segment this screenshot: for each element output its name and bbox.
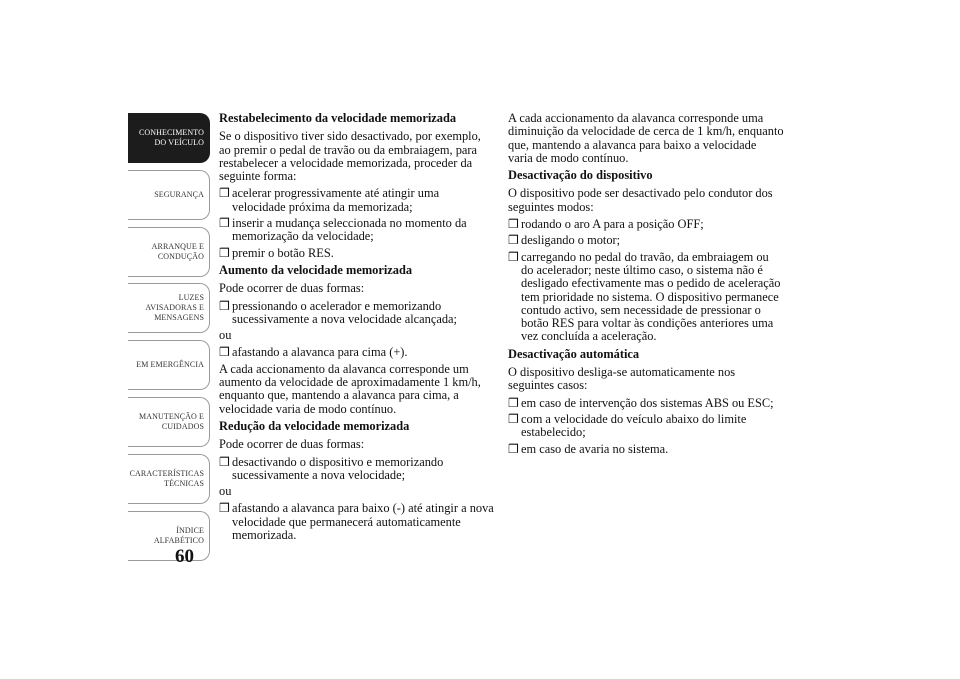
list-item: ❒ afastando a alavanca para cima (+). [219, 345, 408, 360]
page-number: 60 [175, 546, 194, 567]
list-item: ❒ acelerar progressivamente até atingir uma velocidade próxima da memorizada; [219, 186, 440, 214]
paragraph: Pode ocorrer de duas formas: [219, 437, 365, 452]
heading-restabelecimento: Restabelecimento da velocidade memorizada [219, 111, 457, 125]
list-item: ❒ afastando a alavanca para baixo (-) até atingir a nova velocidade que permanecerá automaticamente memorizada. [219, 501, 494, 543]
checkbox-bullet-icon: ❒ [508, 233, 519, 248]
checkbox-bullet-icon: ❒ [219, 454, 230, 469]
tab-manutencao-e-cuidados[interactable]: MANUTENÇÃO E CUIDADOS [128, 397, 210, 447]
checkbox-bullet-icon: ❒ [219, 501, 230, 516]
checkbox-bullet-icon: ❒ [219, 345, 230, 360]
list-item: ❒ rodando o aro A para a posição OFF; [508, 217, 704, 232]
checkbox-bullet-icon: ❒ [219, 245, 230, 260]
list-item: ❒ desligando o motor; [508, 233, 621, 248]
list-item: ❒ desactivando o dispositivo e memorizando sucessivamente a nova velocidade; [219, 454, 444, 482]
left-column [219, 112, 495, 545]
right-column [508, 112, 784, 459]
checkbox-bullet-icon: ❒ [219, 216, 230, 231]
tab-luzes-avisadoras[interactable]: LUZES AVISADORAS E MENSAGENS [128, 283, 210, 333]
list-item: ❒ carregando no pedal do travão, da embraiagem ou do acelerador; neste último caso, o sistema não é desligado efectivamente mas o pedido de aceleração tem prioridade no sistema. O dispositivo permanece contudo activo, sem necessidade de pressionar o botão RES para voltar às condições anteriores uma vez concluída a aceleração. [508, 249, 781, 344]
paragraph: A cada accionamento da alavanca corresponde uma diminuição da velocidade de cerca de 1 km/h, enquanto que, mantendo a alavanca para baixo a velocidade varia de modo contínuo. [508, 111, 784, 165]
bullet-list [219, 187, 495, 259]
checkbox-bullet-icon: ❒ [508, 395, 519, 410]
list-item: ❒ inserir a mudança seleccionada no momento da memorização da velocidade; [219, 216, 467, 244]
paragraph-or: ou [219, 328, 232, 343]
paragraph: O dispositivo desliga-se automaticamente nos seguintes casos: [508, 365, 736, 393]
tab-arranque-e-conducao[interactable]: ARRANQUE E CONDUÇÃO [128, 227, 210, 277]
bullet-list [219, 300, 495, 327]
checkbox-bullet-icon: ❒ [508, 249, 519, 264]
tab-conhecimento-do-veiculo[interactable]: CONHECIMENTO DO VEÍCULO [128, 113, 210, 163]
paragraph-or: ou [219, 484, 232, 499]
tab-em-emergencia[interactable]: EM EMERGÊNCIA [128, 340, 210, 390]
checkbox-bullet-icon: ❒ [508, 411, 519, 426]
bullet-list [508, 218, 784, 344]
list-item: ❒ em caso de avaria no sistema. [508, 441, 669, 456]
tab-caracteristicas-tecnicas[interactable]: CARACTERÍSTICAS TÉCNICAS [128, 454, 210, 504]
list-item: ❒ em caso de intervenção dos sistemas ABS ou ESC; [508, 395, 774, 410]
bullet-list [219, 502, 495, 542]
paragraph: Se o dispositivo tiver sido desactivado, por exemplo, ao premir o pedal de travão ou da embraiagem, para restabelecer a velocidade memorizada, proceder da seguinte forma: [219, 129, 481, 184]
bullet-list [219, 346, 495, 359]
tab-indice-alfabetico[interactable]: ÍNDICE ALFABÉTICO [128, 511, 210, 561]
list-item: ❒ premir o botão RES. [219, 245, 334, 260]
bullet-list [219, 456, 495, 483]
list-item: ❒ pressionando o acelerador e memorizando sucessivamente a nova velocidade alcançada; [219, 298, 457, 326]
heading-desactivacao-automatica: Desactivação automática [508, 346, 640, 361]
heading-aumento: Aumento da velocidade memorizada [219, 262, 413, 277]
checkbox-bullet-icon: ❒ [508, 441, 519, 456]
checkbox-bullet-icon: ❒ [219, 298, 230, 313]
paragraph: A cada accionamento da alavanca corresponde um aumento da velocidade de aproximadamente 1 km/h, enquanto que, mantendo a alavanca para cima, a velocidade varia de modo contínuo. [219, 361, 481, 416]
bullet-list [508, 397, 784, 456]
paragraph: O dispositivo pode ser desactivado pelo condutor dos seguintes modos: [508, 186, 773, 214]
paragraph: Pode ocorrer de duas formas: [219, 281, 365, 296]
tab-seguranca[interactable]: SEGURANÇA [128, 170, 210, 220]
heading-reducao: Redução da velocidade memorizada [219, 418, 410, 433]
heading-desactivacao-dispositivo: Desactivação do dispositivo [508, 168, 653, 183]
list-item: ❒ com a velocidade do veículo abaixo do limite estabelecido; [508, 411, 747, 440]
checkbox-bullet-icon: ❒ [508, 217, 519, 232]
checkbox-bullet-icon: ❒ [219, 186, 230, 201]
